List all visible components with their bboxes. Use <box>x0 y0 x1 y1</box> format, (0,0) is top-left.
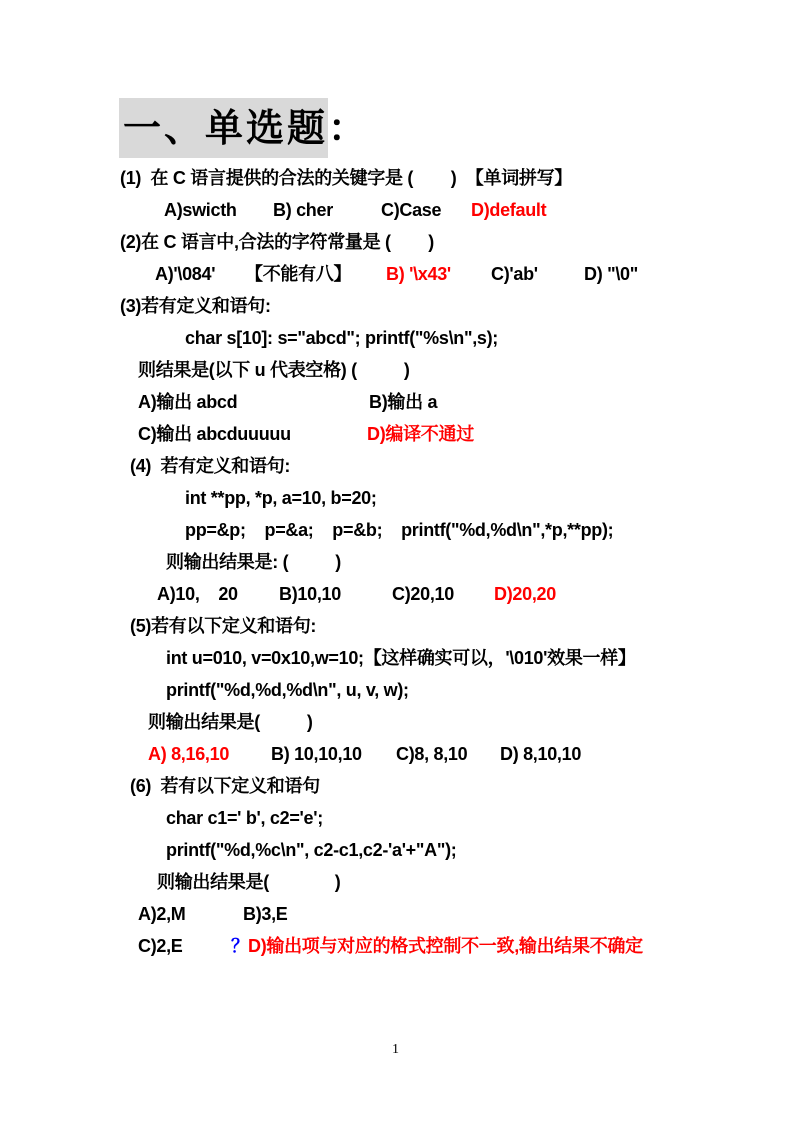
q6-option-c: C)2,E <box>138 936 183 956</box>
q3-option-d-answer: D)编译不通过 <box>367 424 474 444</box>
q1-option-b: B) cher <box>273 200 333 220</box>
q1-option-d-answer: D)default <box>471 200 547 220</box>
q6-stem: (6) 若有以下定义和语句 <box>130 776 320 796</box>
q4-option-d-answer: D)20,20 <box>494 584 556 604</box>
q4-prompt: 则输出结果是: ( ) <box>166 552 341 572</box>
q6-code-line-1: char c1=' b', c2='e'; <box>166 808 323 828</box>
q5-option-a-answer: A) 8,16,10 <box>148 744 230 764</box>
q5-option-b: B) 10,10,10 <box>271 744 362 764</box>
q2-option-b-answer: B) '\x43' <box>386 264 451 284</box>
q1-stem: (1) 在 C 语言提供的合法的关键字是 ( ) 【单词拼写】 <box>120 168 572 188</box>
question-mark-icon: ？ <box>231 936 249 956</box>
q4-stem: (4) 若有定义和语句: <box>130 456 291 476</box>
q5-code-line-2: printf("%d,%d,%d\n", u, v, w); <box>166 680 409 700</box>
q3-option-a: A)输出 abcd <box>138 392 238 412</box>
q4-option-b: B)10,10 <box>279 584 341 604</box>
q5-option-d: D) 8,10,10 <box>500 744 582 764</box>
q3-stem: (3)若有定义和语句: <box>120 296 271 316</box>
page-number: 1 <box>392 1042 399 1057</box>
q4-code-line-1: int **pp, *p, a=10, b=20; <box>185 488 377 508</box>
q2-option-a: A)'\084' <box>155 264 216 284</box>
q6-code-line-2: printf("%d,%c\n", c2-c1,c2-'a'+"A"); <box>166 840 457 860</box>
q5-stem: (5)若有以下定义和语句: <box>130 616 317 636</box>
q6-option-b: B)3,E <box>243 904 288 924</box>
section-heading <box>119 98 370 158</box>
q5-prompt: 则输出结果是( ) <box>148 712 313 732</box>
q3-code: char s[10]: s="abcd"; printf("%s\n",s); <box>185 328 498 348</box>
q6-option-a: A)2,M <box>138 904 186 924</box>
q4-option-a: A)10, 20 <box>157 584 238 604</box>
q6-prompt: 则输出结果是( ) <box>157 872 341 892</box>
q3-option-c: C)输出 abcduuuuu <box>138 424 291 444</box>
q3-option-b: B)输出 a <box>369 392 438 412</box>
q4-code-line-2: pp=&p; p=&a; p=&b; printf("%d,%d\n",*p,**pp); <box>185 520 614 540</box>
q4-option-c: C)20,10 <box>392 584 454 604</box>
q1-option-c: C)Case <box>381 200 442 220</box>
q2-option-d: D) "\0" <box>584 264 638 284</box>
section-heading-text: 一、单选题： <box>123 106 370 150</box>
q1-option-a: A)swicth <box>164 200 237 220</box>
q3-prompt: 则结果是(以下 u 代表空格) ( ) <box>138 360 410 380</box>
q5-code-line-1: int u=010, v=0x10,w=10;【这样确实可以，'\010'效果一样】 <box>166 648 636 668</box>
q2-option-c: C)'ab' <box>491 264 538 284</box>
q2-note: 【不能有八】 <box>245 264 352 284</box>
q5-option-c: C)8, 8,10 <box>396 744 468 764</box>
q6-option-d-answer: D)输出项与对应的格式控制不一致,输出结果不确定 <box>248 936 643 956</box>
q2-stem: (2)在 C 语言中,合法的字符常量是 ( ) <box>120 232 434 252</box>
